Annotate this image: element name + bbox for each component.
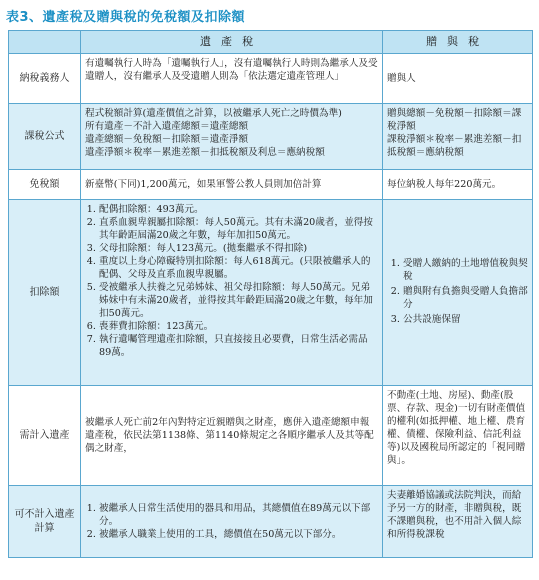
formula-gift-line: 課稅淨額＊稅率－累進差額－扣抵稅額＝應納稅額 — [387, 134, 522, 158]
cell-exemption-estate: 新臺幣(下同)1,200萬元，如果軍警公教人員則加倍計算 — [81, 170, 383, 200]
formula-estate-line: 程式稅額計算(遺產價值之計算，以被繼承人死亡之時價為準) — [85, 108, 342, 119]
list-item: 2. 直系血親卑親屬扣除額：每人50萬元。其有未滿20歲者，並得按其年齡距屆滿20歲之年數，每年加扣50萬元。 — [99, 216, 378, 242]
list-item: 2. 贈與附有負擔與受贈人負擔部分 — [403, 285, 528, 311]
list-item: 5. 受被繼承人扶養之兄弟姊妹、祖父母扣除額：每人50萬元。兄弟姊妹中有未滿20歲者，並得按其年齡距屆滿20歲之年數，每年加扣50萬元。 — [99, 281, 378, 320]
cell-formula-gift — [383, 104, 533, 170]
row-label-exemption: 免稅額 — [9, 170, 81, 200]
table-title: 表3、遺產稅及贈與稅的免稅額及扣除額 — [6, 10, 246, 25]
row-label-exclude: 可不計入遺產計算 — [9, 486, 81, 558]
row-exemption — [9, 170, 533, 200]
row-label-include: 需計入遺產 — [9, 386, 81, 486]
row-label-formula: 課稅公式 — [9, 104, 81, 170]
cell-exemption-gift: 每位納稅人每年220萬元。 — [383, 170, 533, 200]
list-item: 3. 公共設施保留 — [403, 313, 528, 326]
list-item: 1. 配偶扣除額：493萬元。 — [99, 203, 378, 216]
formula-estate-line: 遺產淨額＊稅率－累進差額－扣抵稅額及利息＝應納稅額 — [85, 147, 325, 158]
tax-comparison-table — [8, 30, 533, 558]
cell-include-gift: 不動產(土地、房屋)、動產(股票、存款、現金)一切有財產價值的權利(如抵押權、地上權、農育權、債權、保險利益、信託利益等)以及國稅局所認定的「視同贈與」。 — [383, 386, 533, 486]
formula-estate-line: 所有遺產－不計入遺產總額＝遺產總額 — [85, 121, 249, 132]
row-deduction — [9, 200, 533, 386]
row-include — [9, 386, 533, 486]
formula-gift-line: 贈與總額－免稅額－扣除額＝課稅淨額 — [387, 108, 522, 132]
list-item: 6. 喪葬費扣除額：123萬元。 — [99, 320, 378, 333]
corner-cell — [9, 31, 81, 54]
cell-formula-estate — [81, 104, 383, 170]
cell-taxpayer-estate: 有遺囑執行人時為「遺囑執行人」，沒有遺囑執行人時則為繼承人及受遺贈人，沒有繼承人及受遺贈人則為「依法選定遺產管理人」 — [81, 54, 383, 104]
formula-estate-line: 遺產總額－免稅額－扣除額＝遺產淨額 — [85, 134, 249, 145]
header-gift: 贈與稅 — [383, 31, 533, 54]
cell-taxpayer-gift: 贈與人 — [383, 54, 533, 104]
list-item: 3. 父母扣除額：每人123萬元。(拋棄繼承不得扣除) — [99, 242, 378, 255]
deduction-gift-list — [387, 257, 528, 326]
row-exclude — [9, 486, 533, 558]
cell-include-estate: 被繼承人死亡前2年內對特定近親贈與之財產，應併入遺產總額申報遺產稅，依民法第1138條、第1140條規定之各順序繼承人及其等配偶之財產， — [81, 386, 383, 486]
list-item: 4. 重度以上身心障礙特別扣除額：每人618萬元。(只限被繼承人的配偶、父母及直系血親卑親屬。 — [99, 255, 378, 281]
cell-deduction-gift — [383, 200, 533, 386]
cell-deduction-estate — [81, 200, 383, 386]
exclude-estate-list — [85, 502, 378, 541]
row-formula — [9, 104, 533, 170]
list-item: 1. 受贈人繳納的土地增值稅與契稅 — [403, 257, 528, 283]
cell-exclude-gift: 夫妻離婚協議或法院判決，而給予另一方的財產，非贈與稅，既不課贈與稅，也不用計入個人綜和所得稅課稅 — [383, 486, 533, 558]
cell-exclude-estate — [81, 486, 383, 558]
list-item: 7. 執行遺囑管理遺產扣除額，只直接接且必要費，日常生活必需品89萬。 — [99, 333, 378, 359]
row-label-deduction: 扣除額 — [9, 200, 81, 386]
deduction-estate-list — [85, 203, 378, 359]
row-taxpayer — [9, 54, 533, 104]
list-item: 1. 被繼承人日常生活使用的器具和用品，其總價值在89萬元以下部分。 — [99, 502, 378, 528]
header-estate: 遺產稅 — [81, 31, 383, 54]
header-row — [9, 31, 533, 54]
row-label-taxpayer: 納稅義務人 — [9, 54, 81, 104]
list-item: 2. 被繼承人職業上使用的工具，總價值在50萬元以下部分。 — [99, 528, 378, 541]
